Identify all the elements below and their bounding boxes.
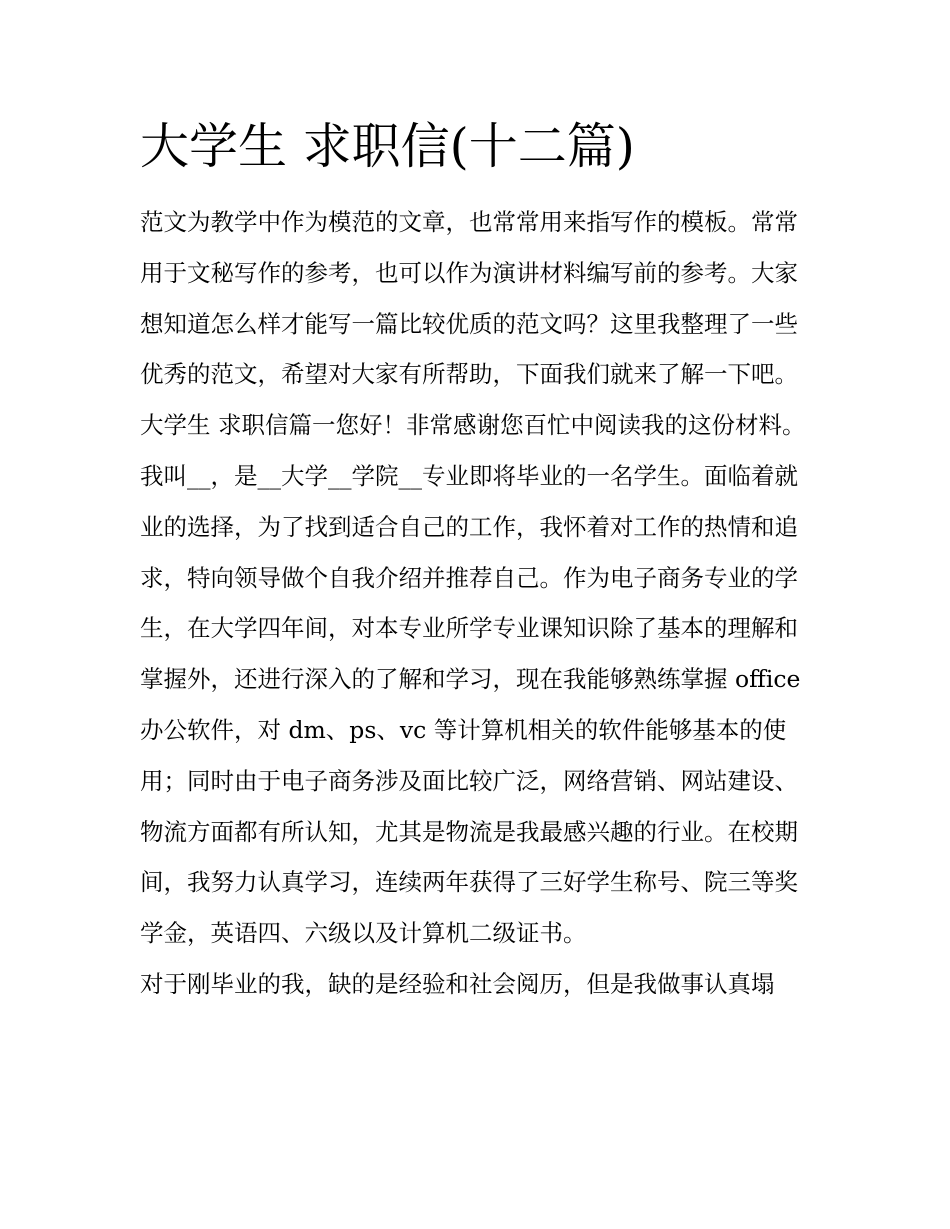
self-introduction-paragraph: 我叫__，是__大学__学院__专业即将毕业的一名学生。面临着就业的选择，为了找到适合自己的工作，我怀着对工作的热情和追求，特向领导做个自我介绍并推荐自己。作为电子商务专业的学生，在大学四年间，对本专业所学专业课知识除了基本的理解和掌握外，还进行深入的了解和学习，现在我能够熟练掌握 office 办公软件，对 dm、ps、vc 等计算机相关的软件能够基本的使用；同时由于电子商务涉及面比较广泛，网络营销、网站建设、物流方面都有所认知，尤其是物流是我最感兴趣的行业。在校期间，我努力认真学习，连续两年获得了三好学生称号、院三等奖学金，英语四、六级以及计算机二级证书。	[140, 461, 801, 948]
intro-paragraph: 范文为教学中作为模范的文章，也常常用来指写作的模板。常常用于文秘写作的参考，也可以作为演讲材料编写前的参考。大家想知道怎么样才能写一篇比较优质的范文吗？这里我整理了一些优秀的范文，希望对大家有所帮助，下面我们就来了解一下吧。	[140, 208, 798, 389]
letter-opening-paragraph: 大学生 求职信篇一您好！非常感谢您百忙中阅读我的这份材料。	[140, 411, 806, 440]
document-body	[140, 197, 812, 1010]
experience-paragraph: 对于刚毕业的我，缺的是经验和社会阅历，但是我做事认真塌	[140, 969, 775, 998]
document-title: 大学生 求职信(十二篇)	[140, 118, 635, 175]
